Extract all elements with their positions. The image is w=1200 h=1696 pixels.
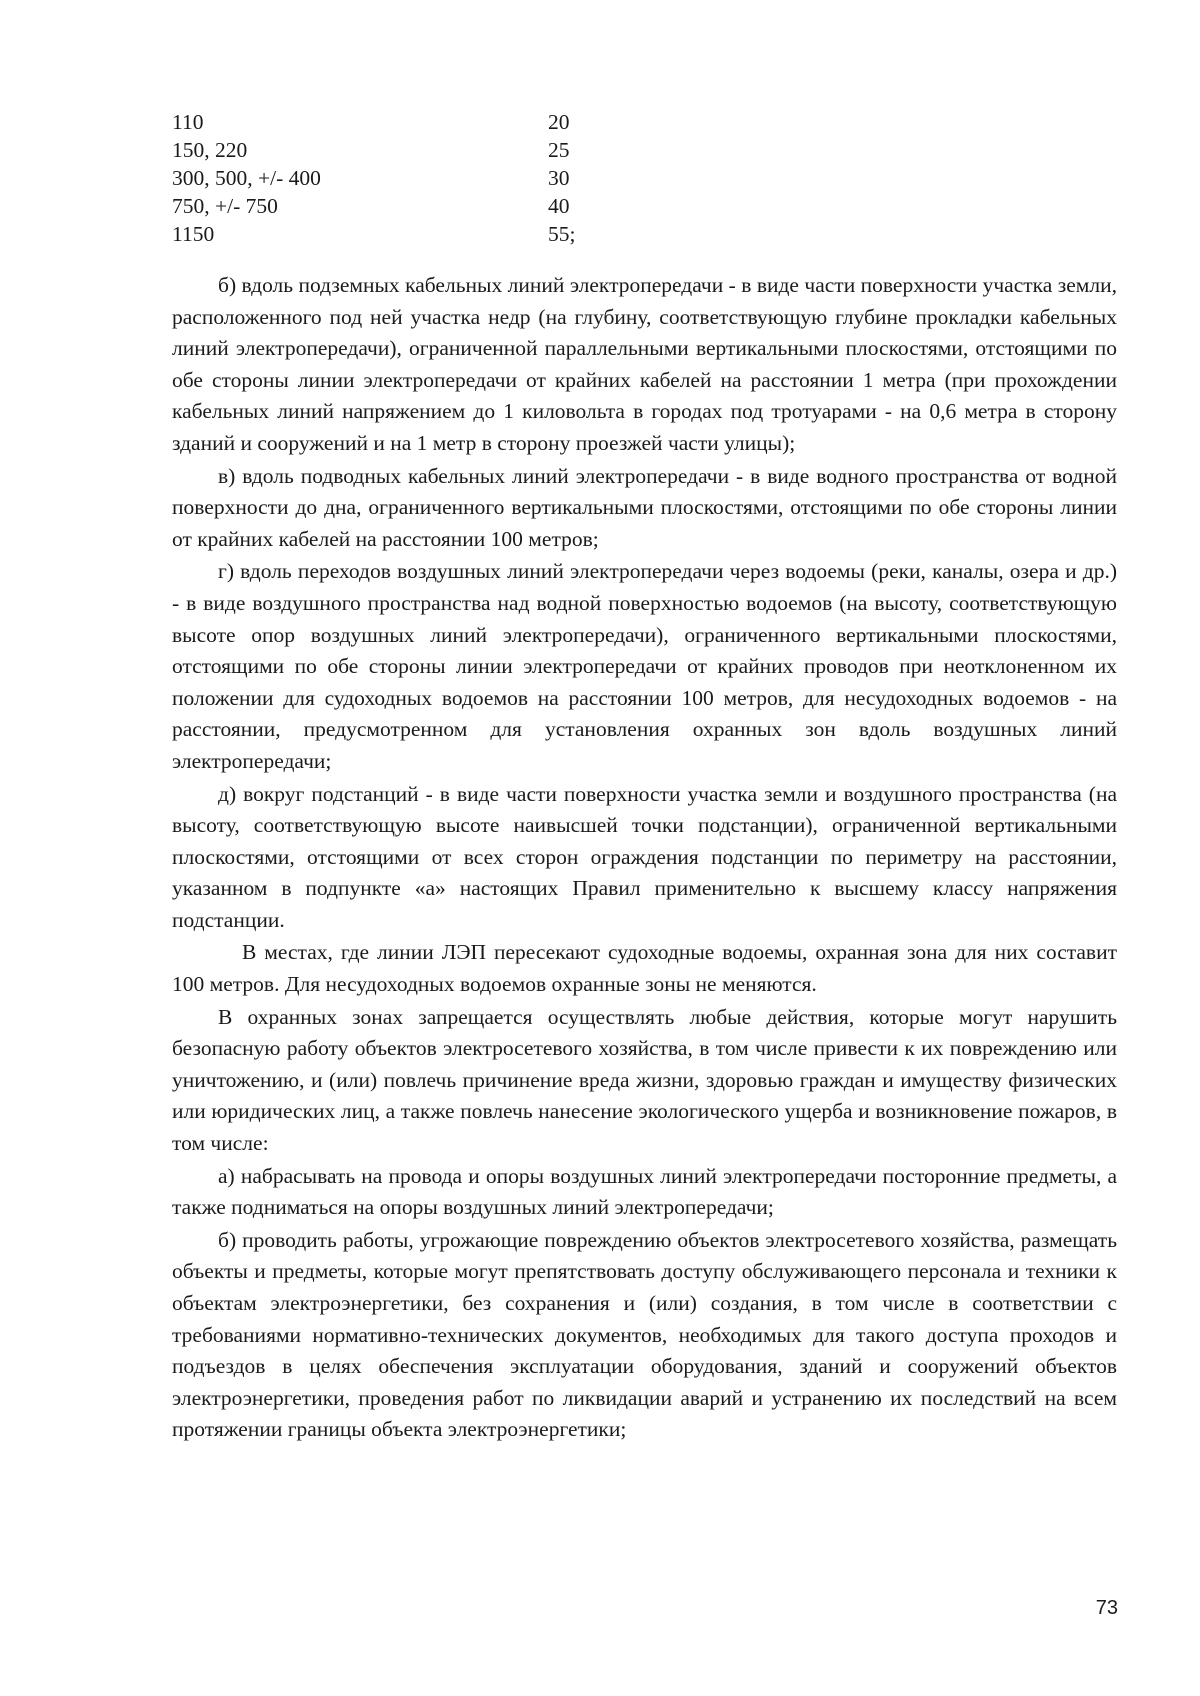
paragraph-substations: д) вокруг подстанций - в виде части поверхности участка земли и воздушного пространства (на высоту, соответствующую высоте наивысшей точки подстанции), ограниченной вертикальными плоскостями, отстоящими от всех сторон ограждения подстанции по периметру на расстоянии, указанном в подпункте «а» настоящих Правил применительно к высшему классу напряжения подстанции. bbox=[172, 781, 1117, 932]
voltage-distance-table bbox=[172, 108, 575, 248]
distance-cell: 55; bbox=[548, 222, 576, 246]
distance-cell: 20 bbox=[548, 110, 570, 134]
paragraph-prohibitions-intro: В охранных зонах запрещается осуществлять любые действия, которые могут нарушить безопасную работу объектов электросетевого хозяйства, в том числе привести к их повреждению или уничтожению, и (или) повлечь причинение вреда жизни, здоровью граждан и имуществу физических или юридических лиц, а также повлечь нанесение экологического ущерба и возникновение пожаров, в том числе: bbox=[172, 1004, 1117, 1156]
table-row bbox=[172, 164, 575, 192]
paragraph-navigable-waters: В местах, где линии ЛЭП пересекают судоходные водоемы, охранная зона для них составит 100 метров. Для несудоходных водоемов охранные зоны не меняются. bbox=[172, 940, 1117, 997]
paragraph-underwater-cables: в) вдоль подводных кабельных линий электропередачи - в виде водного пространства от водной поверхности до дна, ограниченного вертикальными плоскостями, отстоящими по обе стороны линии от крайних кабелей на расстоянии 100 метров; bbox=[172, 463, 1117, 551]
voltage-cell: 150, 220 bbox=[172, 138, 248, 162]
page-number: 73 bbox=[1095, 1597, 1118, 1619]
distance-cell: 25 bbox=[548, 138, 570, 162]
paragraph-prohibition-a: а) набрасывать на провода и опоры воздушных линий электропередачи посторонние предметы, а также подниматься на опоры воздушных линий электропередачи; bbox=[172, 1163, 1117, 1220]
voltage-cell: 110 bbox=[172, 110, 204, 134]
distance-cell: 30 bbox=[548, 166, 570, 190]
voltage-cell: 1150 bbox=[172, 222, 215, 246]
table-row bbox=[172, 108, 575, 136]
table-row bbox=[172, 220, 575, 248]
table-row bbox=[172, 192, 575, 220]
paragraph-underground-cables: б) вдоль подземных кабельных линий электропередачи - в виде части поверхности участка земли, расположенного под ней участка недр (на глубину, соответствующую глубине прокладки кабельных линий электропередачи), ограниченной параллельными вертикальными плоскостями, отстоящими по обе стороны линии электропередачи от крайних кабелей на расстоянии 1 метра (при прохождении кабельных линий напряжением до 1 киловольта в городах под тротуарами - на 0,6 метра в сторону зданий и сооружений и на 1 метр в сторону проезжей части улицы); bbox=[172, 273, 1117, 455]
voltage-cell: 300, 500, +/- 400 bbox=[172, 166, 321, 190]
distance-cell: 40 bbox=[548, 194, 570, 218]
table-row bbox=[172, 136, 575, 164]
paragraph-overhead-water-crossings: г) вдоль переходов воздушных линий электропередачи через водоемы (реки, каналы, озера и др.) - в виде воздушного пространства над водной поверхностью водоемов (на высоту, соответствующую высоте опор воздушных линий электропередачи), ограниченного вертикальными плоскостями, отстоящими по обе стороны линии электропередачи от крайних проводов при неотклоненном их положении для судоходных водоемов на расстоянии 100 метров, для несудоходных водоемов - на расстоянии, предусмотренном для установления охранных зон вдоль воздушных линий электропередачи; bbox=[172, 559, 1117, 773]
paragraph-prohibition-b: б) проводить работы, угрожающие повреждению объектов электросетевого хозяйства, размещать объекты и предметы, которые могут препятствовать доступу обслуживающего персонала и техники к объектам электроэнергетики, без сохранения и (или) создания, в том числе в соответствии с требованиями нормативно-технических документов, необходимых для такого доступа проходов и подъездов в целях обеспечения эксплуатации оборудования, зданий и сооружений объектов электроэнергетики, проведения работ по ликвидации аварий и устранению их последствий на всем протяжении границы объекта электроэнергетики; bbox=[172, 1227, 1117, 1442]
page-content bbox=[172, 108, 1117, 1447]
voltage-cell: 750, +/- 750 bbox=[172, 194, 278, 218]
